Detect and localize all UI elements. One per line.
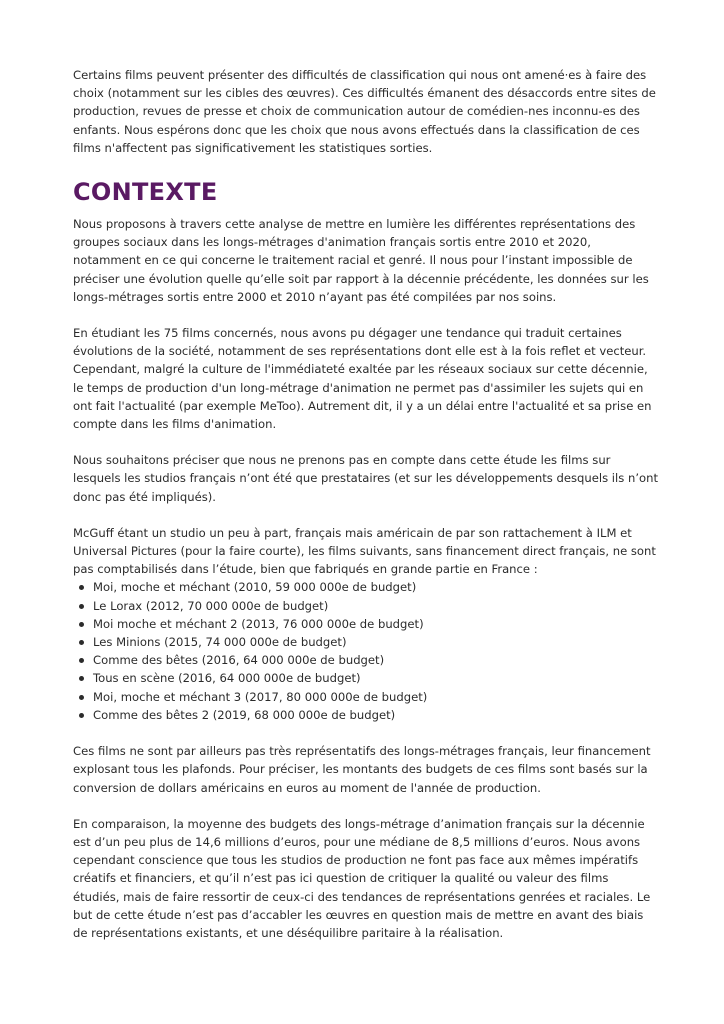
intro-paragraph: Certains films peuvent présenter des difficultés de classification qui nous ont amené·es à faire des choix (notamment sur les cibles des œuvres). Ces difficultés émanent des désaccords entre sites de production, revues de presse et choix de communication autour de comédien-nes inconnu-es des enfants. Nous espérons donc que les choix que nous avons effectués dans la classification de ces films n'affectent pas significativement les statistiques sorties. [73, 68, 656, 155]
section-heading-contexte: CONTEXTE [73, 178, 218, 207]
paragraph-budgets: Ces films ne sont par ailleurs pas très représentatifs des longs-métrages français, leur financement explosant tous les plafonds. Pour préciser, les montants des budgets de ces films sont basés sur la conversion de dollars américains en euros au moment de l'année de production. [73, 744, 651, 795]
list-item: Moi moche et méchant 2 (2013, 76 000 000e de budget) [93, 615, 658, 633]
list-item: Moi, moche et méchant (2010, 59 000 000e de budget) [93, 578, 658, 596]
paragraph-mcguff: McGuff étant un studio un peu à part, français mais américain de par son rattachement à ILM et Universal Pictures (pour la faire courte), les films suivants, sans financement direct français, ne sont pas comptabilisés dans l’étude, bien que fabriqués en grande partie en France : [73, 525, 656, 577]
document-page [73, 66, 658, 942]
list-item: Les Minions (2015, 74 000 000e de budget) [93, 633, 658, 651]
list-item: Moi, moche et méchant 3 (2017, 80 000 000e de budget) [93, 688, 658, 706]
list-item: Comme des bêtes 2 (2019, 68 000 000e de budget) [93, 706, 658, 724]
list-item: Le Lorax (2012, 70 000 000e de budget) [93, 597, 658, 615]
paragraph-films-study: En étudiant les 75 films concernés, nous avons pu dégager une tendance qui traduit certaines évolutions de la société, notamment de ses représentations dont elle est à la fois reflet et vecteur. Cependant, malgré la culture de l'immédiateté exaltée par les réseaux sociaux sur cette décennie, le temps de production d'un long-métrage d'animation ne permet pas d'assimiler les sujets qui en ont fait l'actualité (par exemple MeToo). Autrement dit, il y a un délai entre l'actualité et sa prise en compte dans les films d'animation. [73, 326, 652, 432]
paragraph-context-intro: Nous proposons à travers cette analyse de mettre en lumière les différentes représentations des groupes sociaux dans les longs-métrages d'animation français sortis entre 2010 et 2020, notamment en ce qui concerne le traitement racial et genré. Il nous pour l’instant impossible de préciser une évolution quelle qu’elle soit par rapport à la décennie précédente, les données sur les longs-métrages sortis entre 2000 et 2010 n’ayant pas été compilées par nos soins. [73, 217, 649, 304]
list-item: Comme des bêtes (2016, 64 000 000e de budget) [93, 651, 658, 669]
paragraph-prestataires: Nous souhaitons préciser que nous ne prenons pas en compte dans cette étude les films sur lesquels les studios français n’ont été que prestataires (et sur les développements desquels ils n’ont donc pas été impliqués). [73, 453, 658, 504]
paragraph-comparison: En comparaison, la moyenne des budgets des longs-métrage d’animation français sur la décennie est d’un peu plus de 14,6 millions d’euros, pour une médiane de 8,5 millions d’euros. Nous avons cependant conscience que tous les studios de production ne font pas face aux mêmes impératifs créatifs et financiers, et qu’il n’est pas ici question de critiquer la qualité ou valeur des films étudiés, mais de faire ressortir de ceux-ci des tendances de représentations genrées et raciales. Le but de cette étude n’est pas d’accabler les œuvres en question mais de mettre en avant des biais de représentations existants, et une déséquilibre paritaire à la réalisation. [73, 816, 651, 940]
list-item: Tous en scène (2016, 64 000 000e de budget) [93, 669, 658, 687]
film-list [73, 578, 658, 724]
